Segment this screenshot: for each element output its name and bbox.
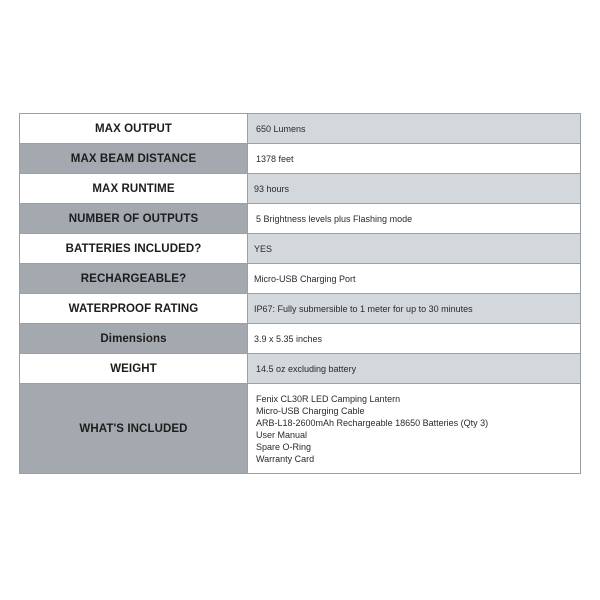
included-item: Micro-USB Charging Cable bbox=[256, 405, 365, 416]
table-row-rechargeable bbox=[20, 264, 581, 294]
table-row-weight bbox=[20, 354, 581, 384]
table-row-whats-included bbox=[20, 384, 581, 474]
included-item: Fenix CL30R LED Camping Lantern bbox=[256, 393, 401, 404]
rechargeable-value: Micro-USB Charging Port bbox=[248, 264, 581, 294]
batteries-included-value: YES bbox=[248, 234, 581, 264]
included-item: ARB-L18-2600mAh Rechargeable 18650 Batteries (Qty 3) bbox=[256, 417, 489, 428]
dimensions-value: 3.9 x 5.35 inches bbox=[248, 324, 581, 354]
table-row-max-beam-distance bbox=[20, 144, 581, 174]
max-beam-distance-value: 1378 feet bbox=[248, 144, 581, 174]
max-beam-distance-label: MAX BEAM DISTANCE bbox=[20, 144, 248, 174]
weight-label: WEIGHT bbox=[20, 354, 248, 384]
batteries-included-label: BATTERIES INCLUDED? bbox=[20, 234, 248, 264]
whats-included-label: WHAT'S INCLUDED bbox=[20, 384, 248, 474]
table-row-max-runtime bbox=[20, 174, 581, 204]
number-of-outputs-label: NUMBER OF OUTPUTS bbox=[20, 204, 248, 234]
waterproof-rating-label: WATERPROOF RATING bbox=[20, 294, 248, 324]
included-item: Warranty Card bbox=[256, 453, 315, 464]
max-runtime-label: MAX RUNTIME bbox=[20, 174, 248, 204]
max-runtime-value: 93 hours bbox=[248, 174, 581, 204]
waterproof-rating-value: IP67: Fully submersible to 1 meter for up to 30 minutes bbox=[248, 294, 581, 324]
included-items-list bbox=[256, 393, 580, 465]
table-row-max-output bbox=[20, 114, 581, 144]
dimensions-label: Dimensions bbox=[20, 324, 248, 354]
spec-table bbox=[19, 113, 581, 474]
rechargeable-label: RECHARGEABLE? bbox=[20, 264, 248, 294]
table-row-number-of-outputs bbox=[20, 204, 581, 234]
table-row-waterproof-rating bbox=[20, 294, 581, 324]
max-output-label: MAX OUTPUT bbox=[20, 114, 248, 144]
table-row-batteries-included bbox=[20, 234, 581, 264]
weight-value: 14.5 oz excluding battery bbox=[248, 354, 581, 384]
included-item: Spare O-Ring bbox=[256, 441, 312, 452]
max-output-value: 650 Lumens bbox=[248, 114, 581, 144]
included-item: User Manual bbox=[256, 429, 308, 440]
number-of-outputs-value: 5 Brightness levels plus Flashing mode bbox=[248, 204, 581, 234]
whats-included-value bbox=[248, 384, 581, 474]
table-row-dimensions bbox=[20, 324, 581, 354]
